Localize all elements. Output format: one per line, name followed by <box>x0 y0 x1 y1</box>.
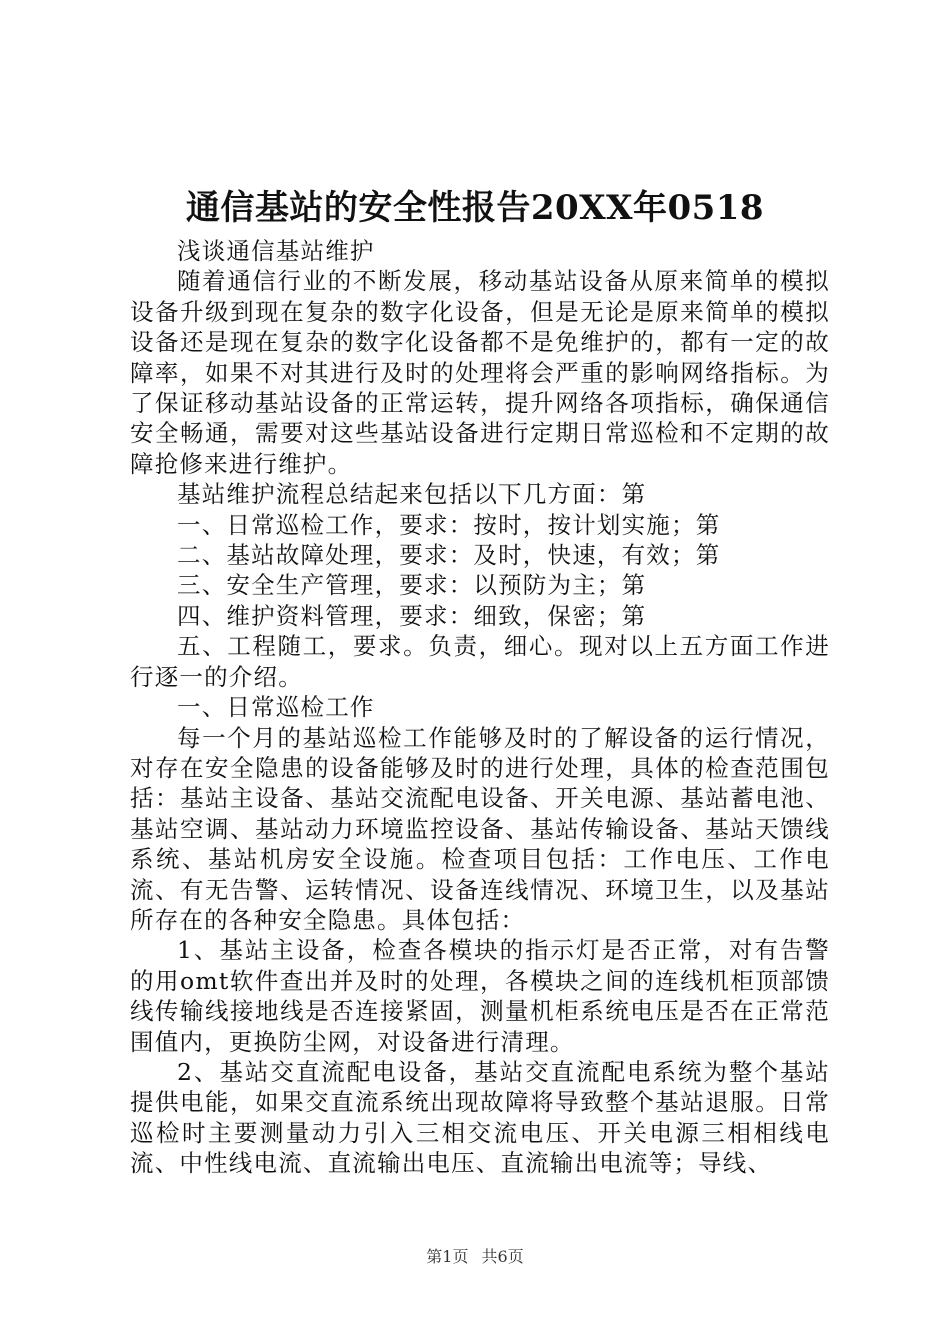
subtitle-paragraph: 浅谈通信基站维护 <box>177 237 375 265</box>
section-heading: 一、日常巡检工作 <box>177 693 375 722</box>
process-item-3: 三、安全生产管理，要求：以预防为主；第 <box>177 571 647 600</box>
process-item-1: 一、日常巡检工作，要求：按时，按计划实施；第 <box>177 510 721 539</box>
process-item-2: 二、基站故障处理，要求：及时，快速，有效；第 <box>177 541 721 570</box>
page-total: 共6页 <box>481 1247 524 1266</box>
power-distribution-paragraph: 2、基站交直流配电设备，基站交直流配电系统为整个基站提供电能，如果交直流系统出现故障将导致整个基站退服。日常巡检时主要测量动力引入三相交流电压、开关电源三相相线电流、中性线电流、直流输出电压、直流输出电流等；导线、 <box>130 1057 830 1178</box>
document-body <box>130 236 830 1179</box>
document-title: 通信基站的安全性报告20XX年0518 <box>185 188 765 228</box>
process-summary-paragraph: 基站维护流程总结起来包括以下几方面：第 <box>177 480 647 509</box>
inspection-paragraph: 每一个月的基站巡检工作能够及时的了解设备的运行情况，对存在安全隐患的设备能够及时的进行处理，具体的检查范围包括：基站主设备、基站交流配电设备、开关电源、基站蓄电池、基站空调、基站动力环境监控设备、基站传输设备、基站天馈线系统、基站机房安全设施。检查项目包括：工作电压、工作电流、有无告警、运转情况、设备连线情况、环境卫生，以及基站所存在的各种安全隐患。具体包括： <box>130 723 830 934</box>
process-item-4: 四、维护资料管理，要求：细致，保密；第 <box>177 601 647 630</box>
intro-paragraph: 随着通信行业的不断发展，移动基站设备从原来简单的模拟设备升级到现在复杂的数字化设备，但是无论是原来简单的模拟设备还是现在复杂的数字化设备都不是免维护的，都有一定的故障率，如果不对其进行及时的处理将会严重的影响网络指标。为了保证移动基站设备的正常运转，提升网络各项指标，确保通信安全畅通，需要对这些基站设备进行定期日常巡检和不定期的故障抢修来进行维护。 <box>130 267 830 478</box>
main-equipment-paragraph: 1、基站主设备，检查各模块的指示灯是否正常，对有告警的用omt软件查出并及时的处理，各模块之间的连线机柜顶部馈线传输线接地线是否连接紧固，测量机柜系统电压是否在正常范围值内，更换防尘网，对设备进行清理。 <box>130 936 830 1056</box>
process-item-5: 五、工程随工，要求。负责，细心。现对以上五方面工作进行逐一的介绍。 <box>130 632 830 691</box>
page-footer <box>0 1244 950 1267</box>
page-number: 第1页 <box>426 1247 469 1266</box>
